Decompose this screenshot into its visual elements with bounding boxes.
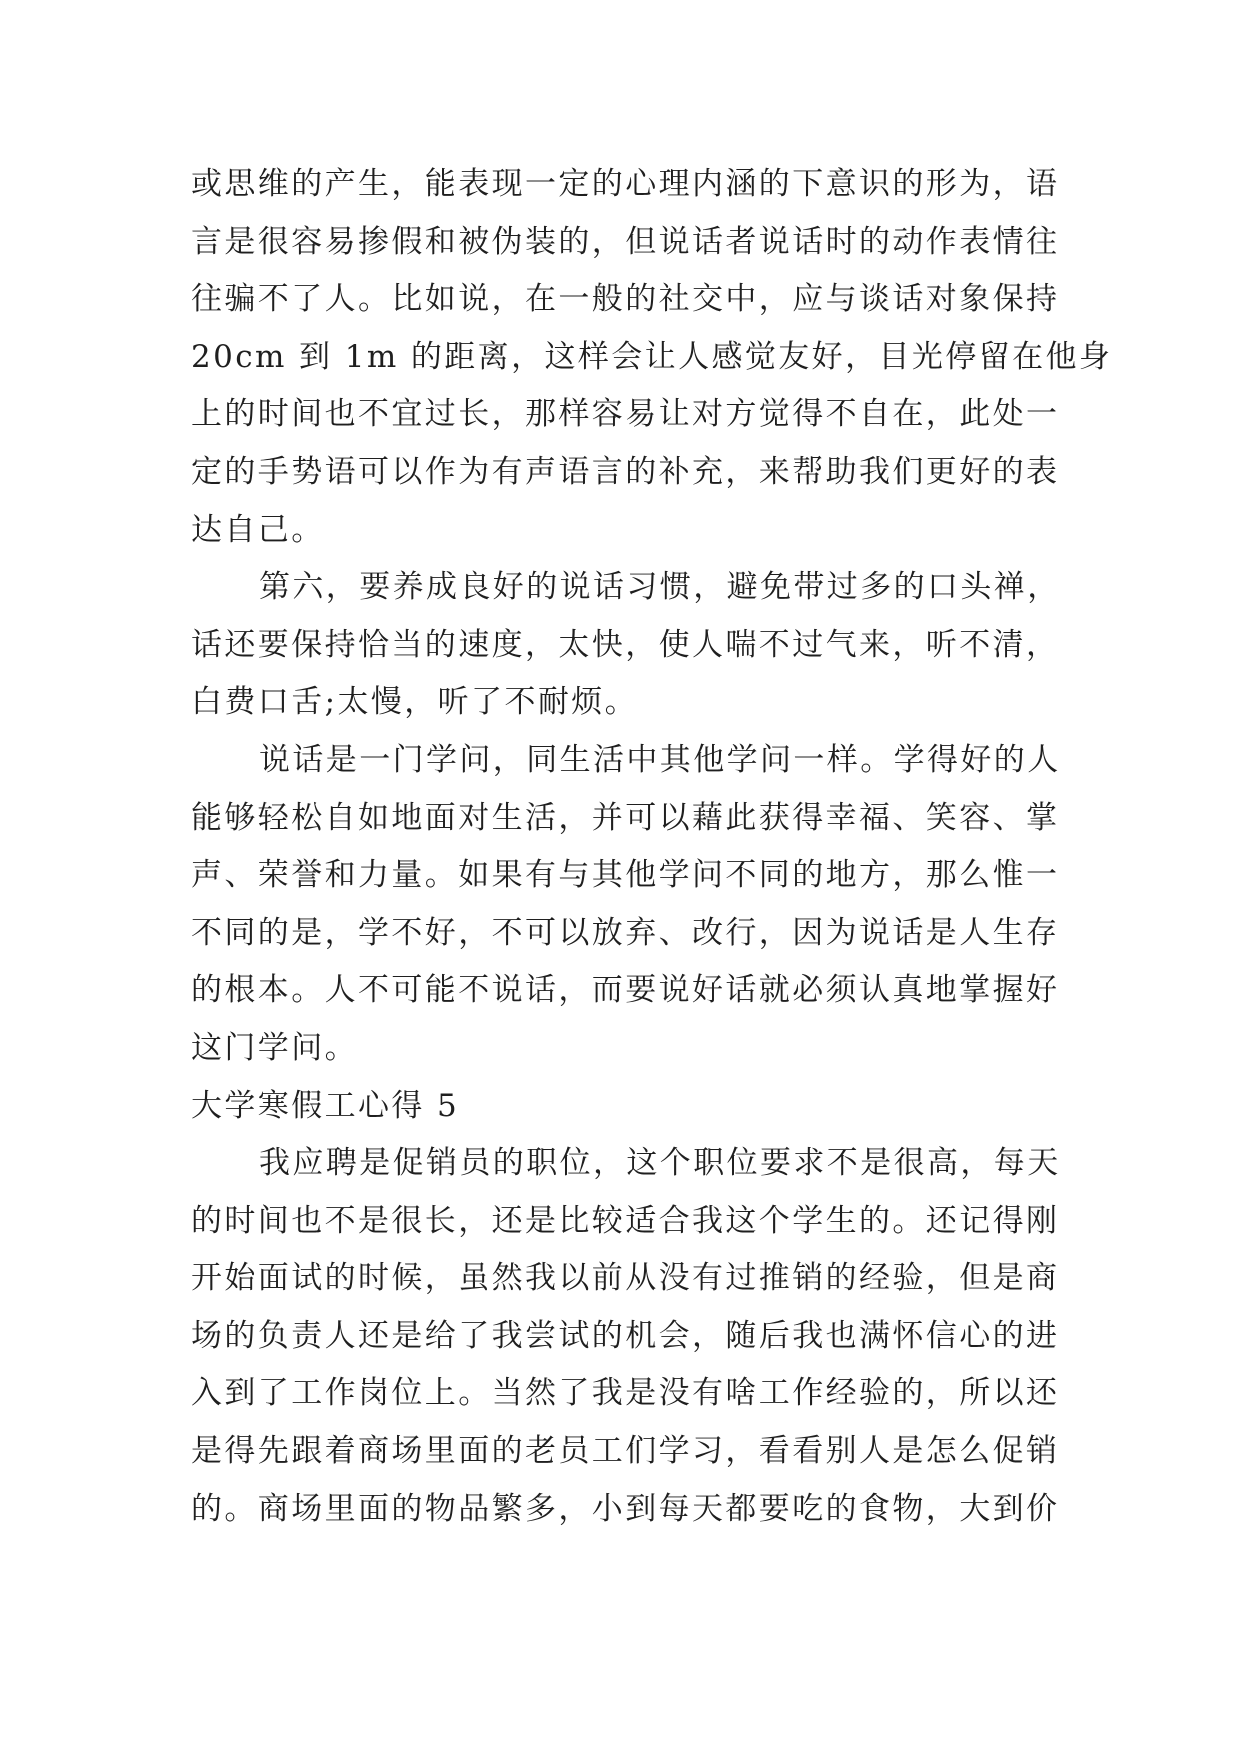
text-line: 言是很容易掺假和被伪装的，但说话者说话时的动作表情往 [191,223,1060,260]
text-line: 声、荣誉和力量。如果有与其他学问不同的地方，那么惟一 [191,857,1060,894]
paragraph-conclusion [191,732,1071,1078]
text-line: 往骗不了人。比如说，在一般的社交中，应与谈话对象保持 [191,281,1060,318]
text-line: 开始面试的时候，虽然我以前从没有过推销的经验，但是商 [191,1260,1060,1297]
text-line: 能够轻松自如地面对生活，并可以藉此获得幸福、笑容、掌 [191,799,1060,836]
text-line: 这门学问。 [191,1029,358,1066]
text-line: 的时间也不是很长，还是比较适合我这个学生的。还记得刚 [191,1202,1060,1239]
text-line: 不同的是，学不好，不可以放弃、改行，因为说话是人生存 [191,914,1060,951]
paragraph-section-5 [191,1135,1071,1538]
text-line: 入到了工作岗位上。当然了我是没有啥工作经验的，所以还 [191,1375,1060,1412]
text-line: 第六，要养成良好的说话习惯，避免带过多的口头禅， [259,569,1061,606]
section-heading [191,1078,1071,1136]
text-line: 达自己。 [191,511,325,548]
text-line: 定的手势语可以作为有声语言的补充，来帮助我们更好的表 [191,453,1060,490]
text-line: 20cm 到 1m 的距离，这样会让人感觉友好，目光停留在他身 [191,338,1113,375]
text-line: 的。商场里面的物品繁多，小到每天都要吃的食物，大到价 [191,1490,1060,1527]
paragraph-sixth-point [191,559,1071,732]
text-line: 我应聘是促销员的职位，这个职位要求不是很高，每天 [259,1145,1061,1182]
section-heading-text: 大学寒假工心得 5 [191,1087,460,1124]
text-line: 话还要保持恰当的速度，太快，使人喘不过气来，听不清， [191,626,1060,663]
text-line: 是得先跟着商场里面的老员工们学习，看看别人是怎么促销 [191,1433,1060,1470]
text-line: 上的时间也不宜过长，那样容易让对方觉得不自在，此处一 [191,396,1060,433]
text-line: 的根本。人不可能不说话，而要说好话就必须认真地掌握好 [191,972,1060,1009]
text-line: 或思维的产生，能表现一定的心理内涵的下意识的形为，语 [191,166,1060,202]
text-line: 白费口舌;太慢，听了不耐烦。 [191,684,639,721]
text-line: 场的负责人还是给了我尝试的机会，随后我也满怀信心的进 [191,1317,1060,1354]
text-line: 说话是一门学问，同生活中其他学问一样。学得好的人 [259,741,1061,778]
paragraph-body-continuation [191,156,1113,559]
document-body [191,156,1113,1538]
